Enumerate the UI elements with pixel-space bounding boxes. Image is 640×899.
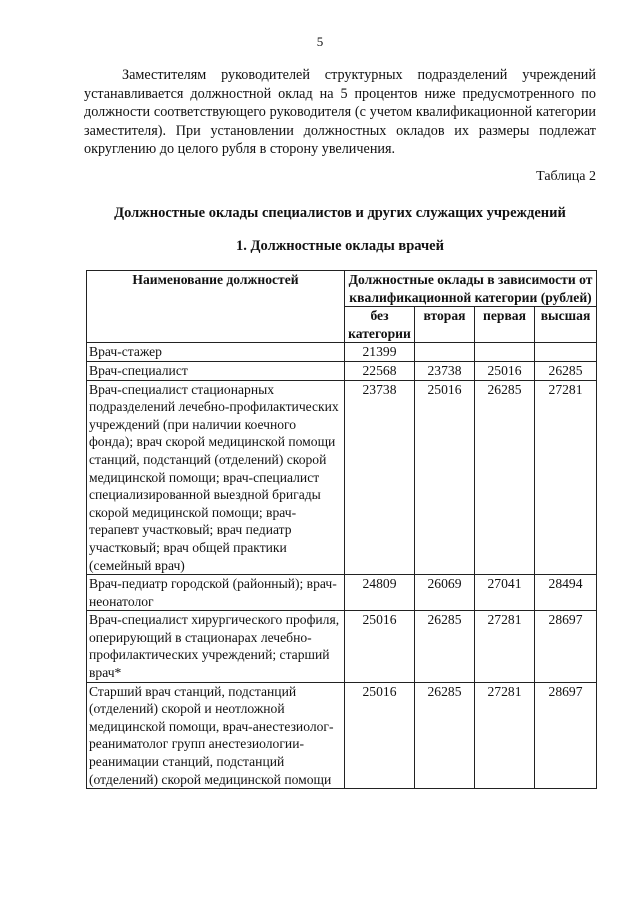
salary-none: 24809 — [345, 575, 415, 611]
table-row — [87, 575, 597, 611]
header-category-highest: высшая — [535, 307, 597, 343]
table-caption: Таблица 2 — [536, 169, 596, 184]
salary-highest — [535, 343, 597, 362]
salary-none: 25016 — [345, 682, 415, 789]
position-name: Врач-педиатр городской (районный); врач-неонатолог — [87, 575, 345, 611]
salary-highest: 28697 — [535, 682, 597, 789]
salary-none: 22568 — [345, 361, 415, 380]
salary-none: 21399 — [345, 343, 415, 362]
salary-none: 25016 — [345, 611, 415, 682]
salary-first — [475, 343, 535, 362]
salary-first: 27281 — [475, 682, 535, 789]
table-row — [87, 380, 597, 575]
position-name: Старший врач станций, подстанций (отделений) скорой и неотложной медицинской помощи, врач-анестезиолог-реаниматолог групп анестезиологии-реанимации станций, подстанций (отделений) скорой медицинской помощи — [87, 682, 345, 789]
table-row — [87, 611, 597, 682]
salary-highest: 26285 — [535, 361, 597, 380]
salary-table — [86, 270, 597, 789]
position-name: Врач-специалист стационарных подразделений лечебно-профилактических учреждений (при наличии коечного фонда); врач скорой медицинской помощи станций, подстанций (отделений) скорой медицинской помощи; врач-специалист специализированной выездной бригады скорой медицинской помощи; врач-терапевт участковый; врач педиатр участковый; врач общей практики (семейный врач) — [87, 380, 345, 575]
salary-none: 23738 — [345, 380, 415, 575]
position-name: Врач-специалист хирургического профиля, оперирующий в стационарах лечебно-профилактических учреждений; старший врач* — [87, 611, 345, 682]
header-category-second: вторая — [415, 307, 475, 343]
table-row — [87, 361, 597, 380]
salary-highest: 28494 — [535, 575, 597, 611]
salary-first: 27281 — [475, 611, 535, 682]
position-name: Врач-специалист — [87, 361, 345, 380]
salary-second: 26285 — [415, 611, 475, 682]
salary-highest: 28697 — [535, 611, 597, 682]
table-row — [87, 682, 597, 789]
salary-first: 25016 — [475, 361, 535, 380]
header-category-none: без категории — [345, 307, 415, 343]
page-number: 5 — [316, 34, 324, 49]
salary-second: 23738 — [415, 361, 475, 380]
salary-second: 25016 — [415, 380, 475, 575]
position-name: Врач-стажер — [87, 343, 345, 362]
salary-second: 26285 — [415, 682, 475, 789]
salary-highest: 27281 — [535, 380, 597, 575]
header-category-first: первая — [475, 307, 535, 343]
subsection-title: 1. Должностные оклады врачей — [236, 238, 444, 254]
header-salary-group: Должностные оклады в зависимости от квалификационной категории (рублей) — [345, 271, 597, 307]
intro-paragraph: Заместителям руководителей структурных подразделений учреждений устанавливается должностной оклад на 5 процентов ниже предусмотренного по должности соответствующего руководителя (с учетом квалификационной категории заместителя). При установлении должностных окладов их размеры подлежат округлению до целого рубля в сторону увеличения. — [84, 67, 596, 157]
salary-first: 26285 — [475, 380, 535, 575]
header-position-name: Наименование должностей — [87, 271, 345, 343]
section-title: Должностные оклады специалистов и других служащих учреждений — [114, 205, 566, 221]
salary-second: 26069 — [415, 575, 475, 611]
salary-first: 27041 — [475, 575, 535, 611]
table-row — [87, 343, 597, 362]
salary-second — [415, 343, 475, 362]
